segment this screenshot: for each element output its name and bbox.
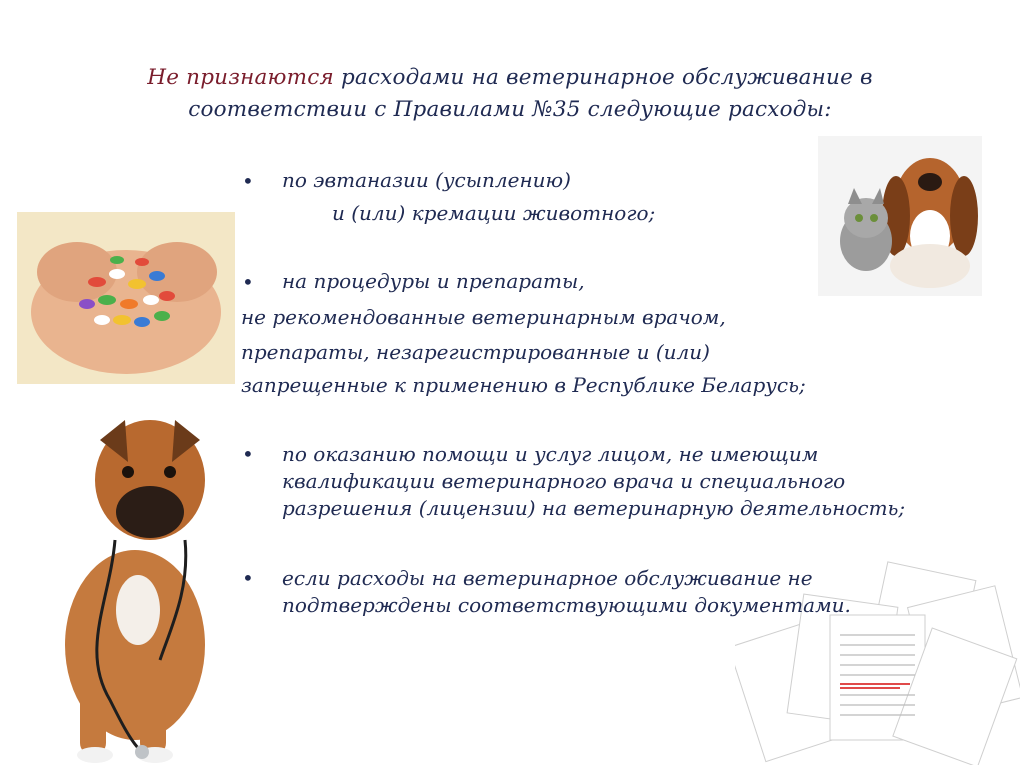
item-3-line-1: по оказанию помощи и услуг лицом, не имеющим [282, 442, 819, 466]
slide-title [120, 62, 900, 126]
item-2-line-2: не рекомендованные ветеринарным врачом, [241, 305, 726, 329]
bullet-2: • [242, 270, 254, 294]
item-1-line-2: и (или) кремации животного; [332, 201, 656, 225]
item-2-line-3: препараты, незарегистрированные и (или) [241, 340, 710, 364]
item-1-line-1: по эвтаназии (усыплению) [282, 168, 571, 192]
item-2-line-1: на процедуры и препараты, [282, 269, 585, 293]
item-2-line-4: запрещенные к применению в Республике Беларусь; [241, 373, 806, 397]
cat-and-basset-hound-image [818, 136, 982, 296]
bullet-3: • [242, 442, 254, 466]
item-3-line-2: квалификации ветеринарного врача и специального [282, 469, 846, 493]
bullet-4: • [242, 566, 254, 590]
item-4-line-1: если расходы на ветеринарное обслуживание не [282, 566, 813, 590]
item-4-line-2: подтверждены соответствующими документами. [282, 593, 851, 617]
hands-with-pills-image [17, 212, 235, 384]
item-3-line-3: разрешения (лицензии) на ветеринарную деятельность; [282, 496, 906, 520]
boxer-dog-with-stethoscope-image [20, 400, 235, 765]
title-accent: Не признаются [147, 65, 334, 90]
bullet-1: • [242, 169, 254, 193]
title-rest: расходами на ветеринарное обслуживание в соответствии с Правилами №35 следующие расходы: [188, 65, 873, 122]
